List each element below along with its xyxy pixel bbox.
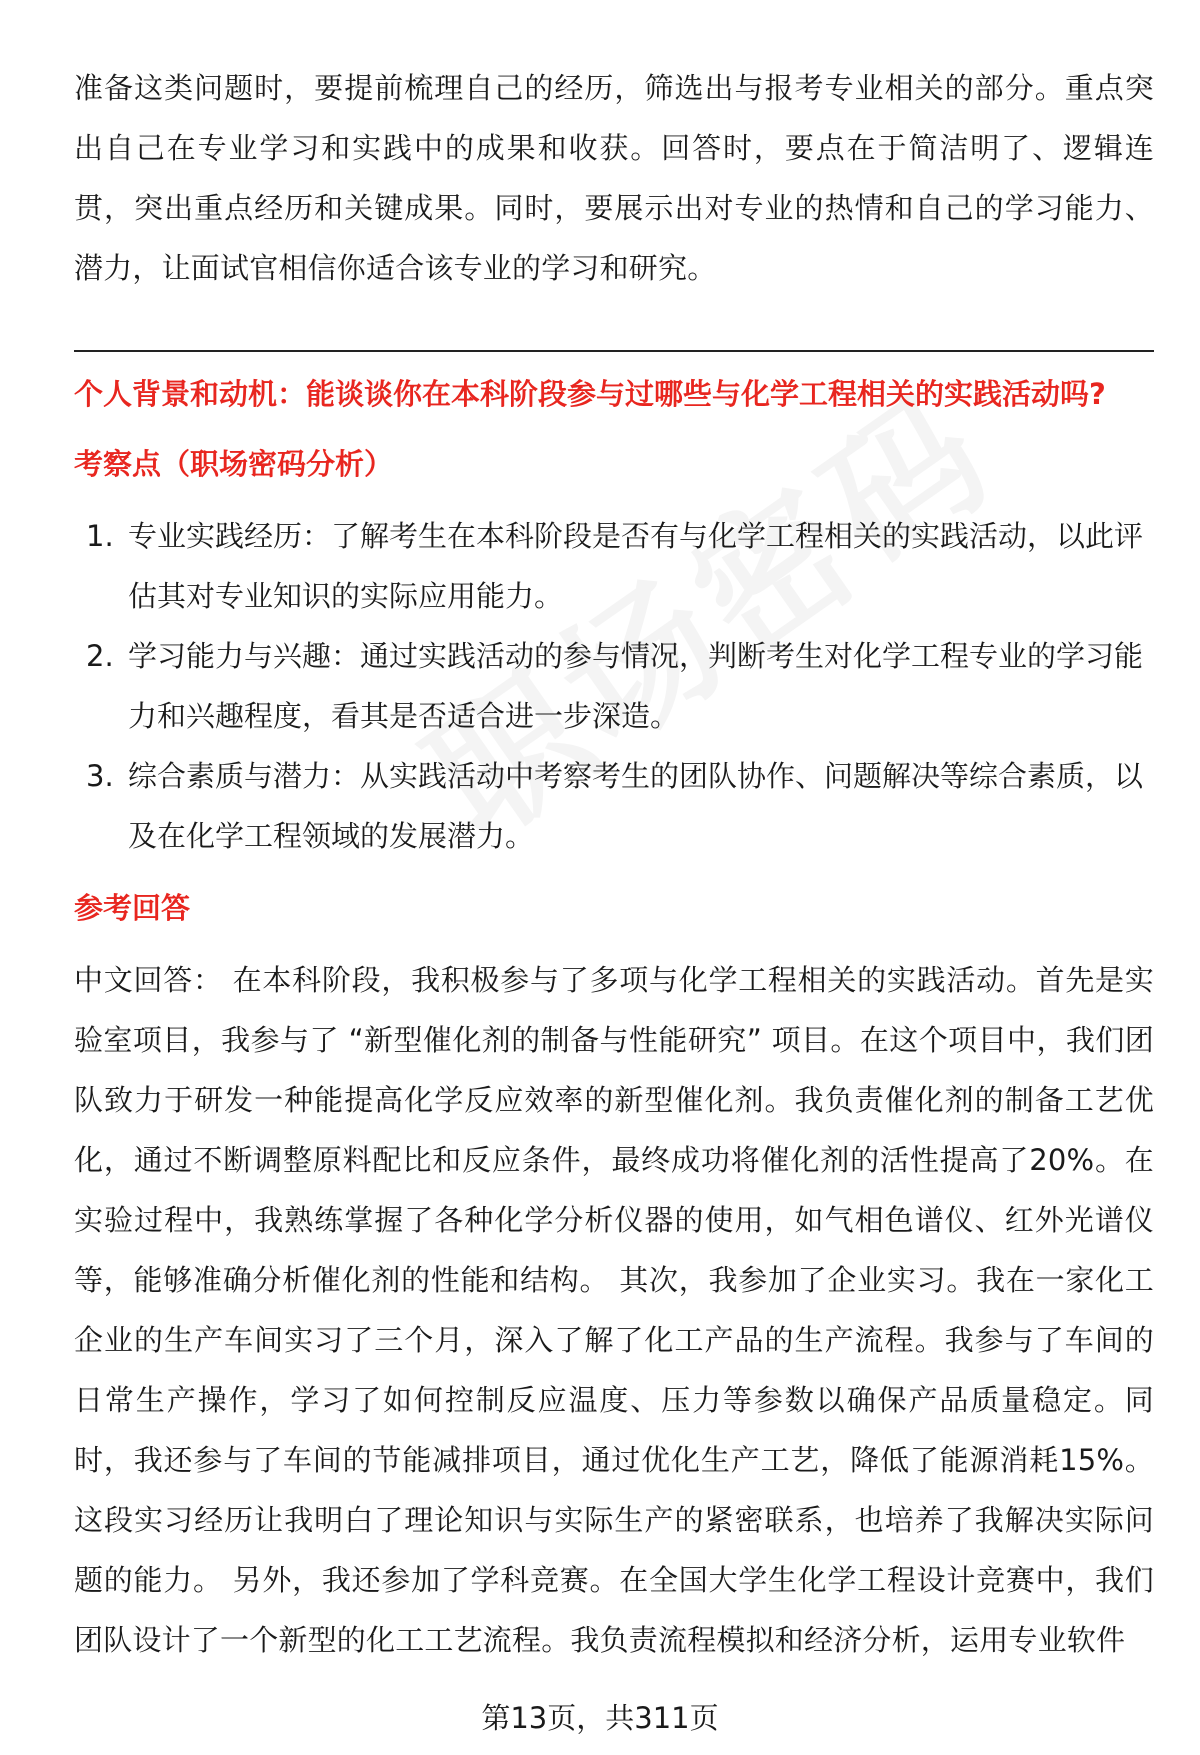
list-item-number: 1.	[86, 519, 114, 553]
assessment-heading: 考察点（职场密码分析）	[74, 447, 394, 481]
list-item-text: 学习能力与兴趣：通过实践活动的参与情况，判断考生对化学工程专业的学习能力和兴趣程度，看其是否适合进一步深造。	[128, 639, 1144, 733]
list-item-number: 2.	[86, 639, 114, 673]
assessment-list	[74, 506, 1154, 866]
list-item-text: 专业实践经历：了解考生在本科阶段是否有与化学工程相关的实践活动，以此评估其对专业知识的实际应用能力。	[128, 519, 1144, 613]
document-page	[74, 58, 1154, 1670]
list-item-text: 综合素质与潜力：从实践活动中考察考生的团队协作、问题解决等综合素质，以及在化学工程领域的发展潜力。	[128, 759, 1144, 853]
list-item	[74, 626, 1154, 746]
answer-heading: 参考回答	[74, 891, 191, 925]
list-item-number: 3.	[86, 759, 114, 793]
page-footer: 第13页，共311页	[481, 1701, 719, 1735]
list-item	[74, 506, 1154, 626]
intro-paragraph: 准备这类问题时，要提前梳理自己的经历，筛选出与报考专业相关的部分。重点突出自己在专业学习和实践中的成果和收获。回答时，要点在于简洁明了、逻辑连贯，突出重点经历和关键成果。同时，要展示出对专业的热情和自己的学习能力、潜力，让面试官相信你适合该专业的学习和研究。	[74, 71, 1154, 285]
list-item	[74, 746, 1154, 866]
section-divider	[74, 350, 1154, 352]
answer-paragraph: 中文回答： 在本科阶段，我积极参与了多项与化学工程相关的实践活动。首先是实验室项目，我参与了 “新型催化剂的制备与性能研究” 项目。在这个项目中，我们团队致力于研发一种能提高化学反应效率的新型催化剂。我负责催化剂的制备工艺优化，通过不断调整原料配比和反应条件，最终成功将催化剂的活性提高了20%。在实验过程中，我熟练掌握了各种化学分析仪器的使用，如气相色谱仪、红外光谱仪等，能够准确分析催化剂的性能和结构。 其次，我参加了企业实习。我在一家化工企业的生产车间实习了三个月，深入了解了化工产品的生产流程。我参与了车间的日常生产操作，学习了如何控制反应温度、压力等参数以确保产品质量稳定。同时，我还参与了车间的节能减排项目，通过优化生产工艺，降低了能源消耗15%。这段实习经历让我明白了理论知识与实际生产的紧密联系，也培养了我解决实际问题的能力。 另外，我还参加了学科竞赛。在全国大学生化学工程设计竞赛中，我们团队设计了一个新型的化工工艺流程。我负责流程模拟和经济分析，运用专业软件	[74, 963, 1154, 1657]
question-heading: 个人背景和动机：能谈谈你在本科阶段参与过哪些与化学工程相关的实践活动吗?	[74, 377, 1106, 411]
